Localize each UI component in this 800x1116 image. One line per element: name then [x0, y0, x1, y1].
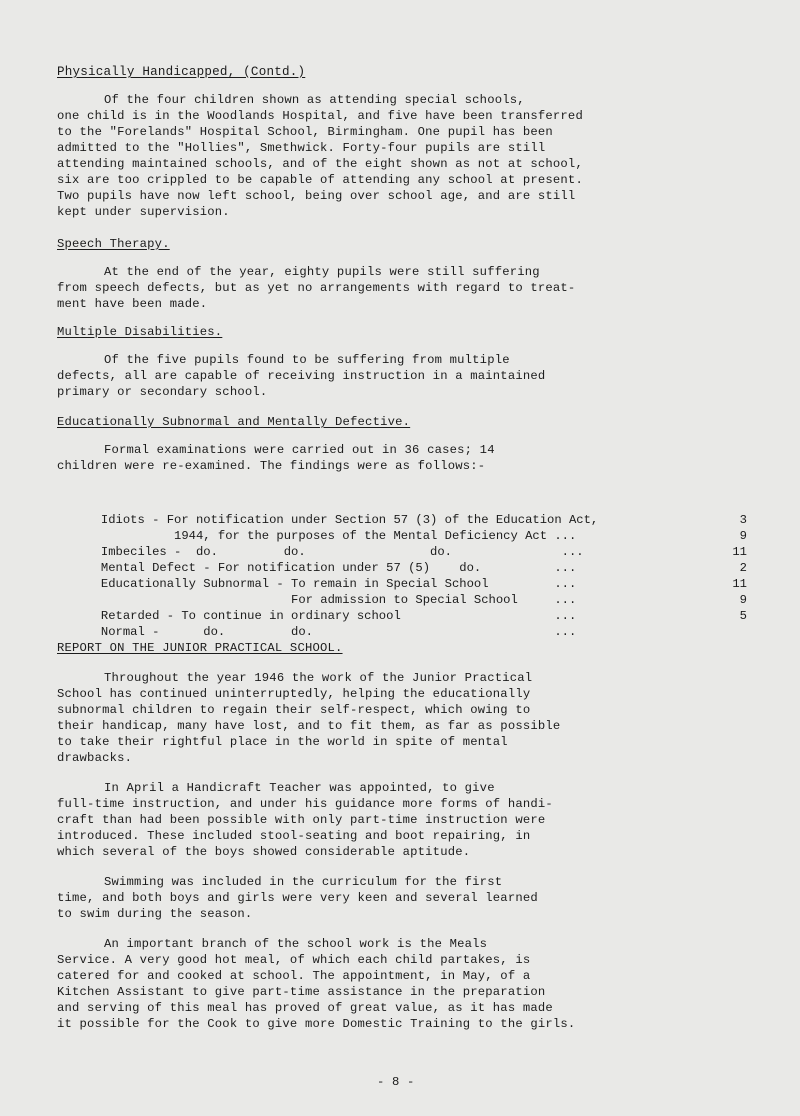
text-line: An important branch of the school work is the Meals — [104, 937, 488, 951]
text-line: Formal examinations were carried out in 36 cases; 14 — [104, 443, 495, 457]
text-line: Throughout the year 1946 the work of the Junior Practical — [104, 671, 533, 685]
text-line: subnormal children to regain their self-respect, which owing to — [57, 703, 531, 717]
text-line: it possible for the Cook to give more Domestic Training to the girls. — [57, 1017, 576, 1031]
text-line: which several of the boys showed considerable aptitude. — [57, 845, 471, 859]
finding-count: 9 — [739, 529, 747, 543]
text-line: Swimming was included in the curriculum for the first — [104, 875, 503, 889]
text-line: In April a Handicraft Teacher was appointed, to give — [104, 781, 495, 795]
finding-count: 11 — [732, 577, 747, 591]
text-line: attending maintained schools, and of the eight shown as not at school, — [57, 157, 583, 171]
text-line: Of the four children shown as attending special schools, — [104, 93, 525, 107]
text-line: children were re-examined. The findings were as follows:- — [57, 459, 486, 473]
page-number: - 8 - — [377, 1075, 415, 1089]
finding-text: For admission to Special School ... — [100, 593, 577, 607]
text-line: to swim during the season. — [57, 907, 253, 921]
text-line: admitted to the "Hollies", Smethwick. Forty-four pupils are still — [57, 141, 546, 155]
text-line: primary or secondary school. — [57, 385, 268, 399]
finding-text: Normal - do. do. ... — [100, 625, 577, 639]
finding-text: Imbeciles - do. do. do. ... — [100, 545, 584, 559]
text-line: Two pupils have now left school, being over school age, and are still — [57, 189, 576, 203]
text-line: to the "Forelands" Hospital School, Birmingham. One pupil has been — [57, 125, 553, 139]
text-line: time, and both boys and girls were very keen and several learned — [57, 891, 538, 905]
text-line: their handicap, many have lost, and to fit them, as far as possible — [57, 719, 561, 733]
section-heading-physically-handicapped: Physically Handicapped, (Contd.) — [57, 65, 306, 79]
text-line: Kitchen Assistant to give part-time assistance in the preparation — [57, 985, 546, 999]
finding-count: 11 — [732, 545, 747, 559]
text-line: craft than had been possible with only part-time instruction were — [57, 813, 546, 827]
finding-count: 2 — [739, 561, 747, 575]
text-line: one child is in the Woodlands Hospital, and five have been transferred — [57, 109, 583, 123]
text-line: introduced. These included stool-seating and boot repairing, in — [57, 829, 531, 843]
section-heading-educationally-subnormal: Educationally Subnormal and Mentally Defective. — [57, 415, 411, 429]
finding-text: Idiots - For notification under Section 57 (3) of the Education Act, — [100, 513, 599, 527]
text-line: ment have been made. — [57, 297, 208, 311]
text-line: School has continued uninterruptedly, helping the educationally — [57, 687, 531, 701]
text-line: full-time instruction, and under his guidance more forms of handi- — [57, 797, 553, 811]
finding-count: 5 — [739, 609, 747, 623]
text-line: Of the five pupils found to be suffering from multiple — [104, 353, 510, 367]
text-line: drawbacks. — [57, 751, 133, 765]
text-line: defects, all are capable of receiving instruction in a maintained — [57, 369, 546, 383]
finding-text: 1944, for the purposes of the Mental Deficiency Act ... — [100, 529, 577, 543]
finding-count: 9 — [739, 593, 747, 607]
section-heading-multiple-disabilities: Multiple Disabilities. — [57, 325, 223, 339]
section-heading-junior-practical-school: REPORT ON THE JUNIOR PRACTICAL SCHOOL. — [57, 641, 343, 655]
text-line: At the end of the year, eighty pupils were still suffering — [104, 265, 540, 279]
finding-count: 3 — [739, 513, 747, 527]
finding-text: Educationally Subnormal - To remain in Special School ... — [100, 577, 577, 591]
finding-text: Mental Defect - For notification under 57 (5) do. ... — [100, 561, 577, 575]
text-line: catered for and cooked at school. The appointment, in May, of a — [57, 969, 531, 983]
section-heading-speech-therapy: Speech Therapy. — [57, 237, 170, 251]
finding-text: Retarded - To continue in ordinary school ... — [100, 609, 577, 623]
text-line: and serving of this meal has proved of great value, as it has made — [57, 1001, 553, 1015]
text-line: six are too crippled to be capable of attending any school at present. — [57, 173, 583, 187]
text-line: from speech defects, but as yet no arrangements with regard to treat- — [57, 281, 576, 295]
text-line: to take their rightful place in the world in spite of mental — [57, 735, 508, 749]
text-line: kept under supervision. — [57, 205, 230, 219]
text-line: Service. A very good hot meal, of which each child partakes, is — [57, 953, 531, 967]
